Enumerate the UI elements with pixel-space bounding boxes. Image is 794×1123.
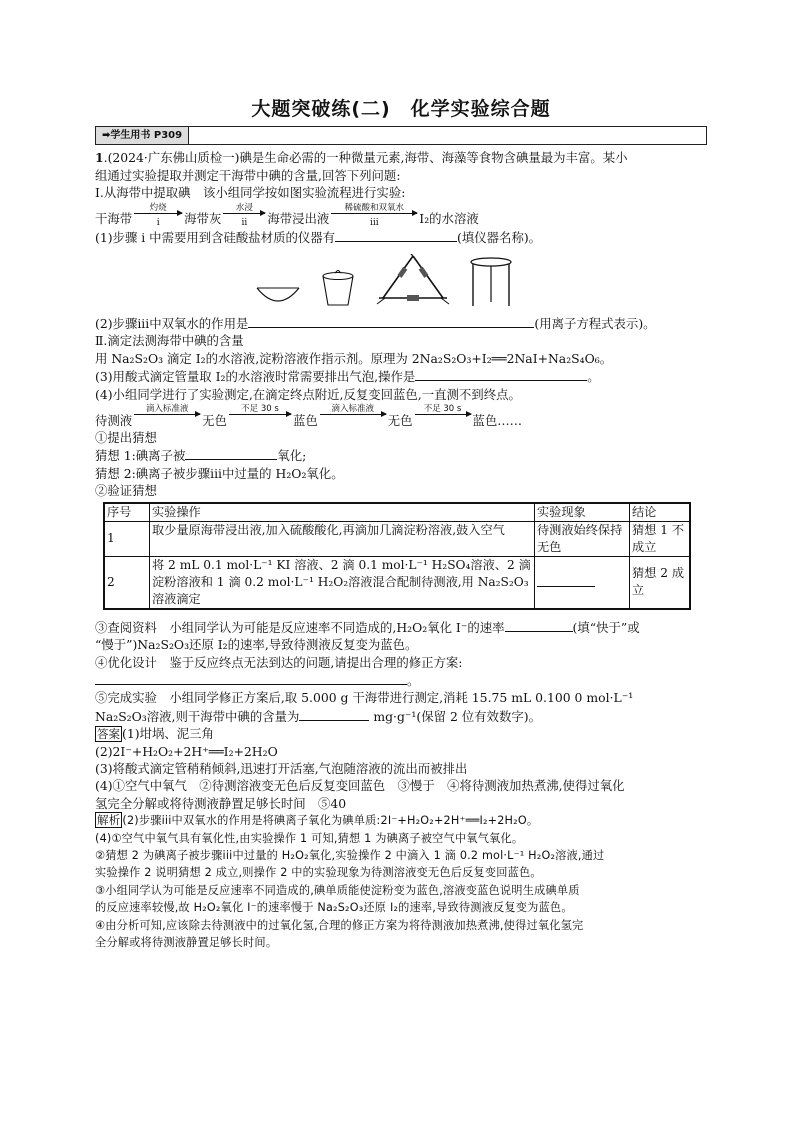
flow-node: 海带灰 [184, 211, 222, 227]
q1-tail: (填仪器名称)。 [457, 229, 542, 245]
q3-text: (3)用酸式滴定管量取 I₂的水溶液时常需要排出气泡,操作是 [95, 369, 416, 385]
flow-arrow-label: 滴入标准液 [145, 404, 189, 415]
question-intro-1 [95, 149, 707, 166]
question-number: 1 [95, 150, 104, 166]
page-title: 大题突破练(二) 化学实验综合题 [251, 98, 551, 120]
guess-1-text: 猜想 1:碘离子被 [95, 448, 186, 464]
q3-tail: 。 [587, 369, 600, 385]
arrow-line [223, 213, 265, 214]
table-header: 实验现象 [535, 503, 630, 522]
analysis-line-1 [95, 812, 707, 829]
answer-line-1 [95, 725, 707, 742]
flow-node: 海带浸出液 [267, 211, 330, 227]
titration-flowchart [95, 404, 707, 429]
guess-1-tail: 氧化; [277, 448, 307, 464]
flow-node: 无色 [202, 412, 227, 428]
guess-2: 猜想 2:碘离子被步骤iii中过量的 H₂O₂氧化。 [95, 465, 344, 481]
answer-blank[interactable] [95, 671, 407, 685]
flow-arrow [415, 404, 471, 429]
question-2 [95, 314, 707, 332]
answer-line-4: (4)①空气中氧气 ②待测溶液变无色后反复变回蓝色 ③慢于 ④将待测液加热煮沸,使得过氧化 [95, 778, 625, 794]
row-conclusion: 猜想 1 不成立 [630, 521, 691, 556]
flow-arrow-label: 不足 30 s [241, 404, 279, 415]
optimize-blank-line: 。 [95, 671, 707, 689]
row-phenomenon: 待测液始终保持无色 [535, 521, 630, 556]
question-calc: ⑤完成实验 小组同学修正方案后,取 5.000 g 干海带进行测定,消耗 15.75 mL 0.100 0 mol·L⁻¹ [95, 690, 634, 706]
answer-blank[interactable] [335, 228, 457, 242]
answer-text: (1)坩埚、泥三角 [122, 726, 214, 742]
analysis-line-5: ③小组同学认为可能是反应速率不同造成的,碘单质能使淀粉变为蓝色,溶液变蓝色说明生成碘单质 [95, 883, 580, 897]
calc-tail: mg·g⁻¹(保留 2 位有效数字)。 [369, 708, 541, 724]
flow-arrow-label: 灼烧 [149, 202, 167, 213]
arrow-line [229, 414, 291, 415]
flow-node: 蓝色…… [472, 412, 523, 428]
answer-line-3: (3)将酸式滴定管稍稍倾斜,迅速打开活塞,气泡随溶液的流出而被排出 [95, 760, 468, 776]
answer-blank[interactable] [415, 367, 587, 381]
table-header-row [104, 503, 690, 522]
book-page-label: 学生用书 P309 [110, 130, 183, 142]
question-rate [95, 618, 707, 636]
flow-arrow-label: 稀硫酸和双氧水 [344, 202, 405, 213]
flow-step-label: iii [369, 217, 379, 228]
question-4: (4)小组同学进行了实验测定,在滴定终点附近,反复变回蓝色,一直测不到终点。 [95, 386, 521, 402]
titration-principle: 用 Na₂S₂O₃ 滴定 I₂的水溶液,淀粉溶液作指示剂。原理为 2Na₂S₂O₃+I₂══2NaI+Na₂S₄O₆。 [95, 350, 613, 366]
row-phenomenon-cell [535, 556, 630, 609]
flow-arrow-label: 水浸 [235, 202, 253, 213]
row-conclusion: 猜想 2 成立 [630, 556, 691, 609]
q2-text: (2)步骤iii中双氧水的作用是 [95, 316, 249, 332]
guess-1 [95, 446, 707, 464]
answer-label: 答案 [97, 727, 120, 742]
flow-arrow-label: 滴入标准液 [331, 404, 374, 415]
q2-tail: (用离子方程式表示)。 [534, 316, 656, 332]
question-1 [95, 228, 707, 246]
flow-arrow [223, 203, 265, 228]
arrow-line [134, 414, 200, 415]
arrow-line [134, 213, 182, 214]
extraction-flowchart [95, 203, 707, 228]
arrow-line [415, 414, 471, 415]
table-header: 序号 [104, 503, 150, 522]
section-tag-bar [95, 126, 707, 145]
analysis-line-6: 的反应速率较慢,故 H₂O₂氧化 I⁻的速率慢于 Na₂S₂O₃还原 I₂的速率,导致待测液反复变为蓝色。 [95, 901, 573, 915]
table-header: 实验操作 [150, 503, 535, 522]
answer-blank[interactable] [299, 707, 369, 721]
flow-node: 干海带 [95, 211, 133, 227]
flow-arrow [134, 203, 182, 228]
flow-arrow [134, 404, 200, 429]
analysis-label: 解析 [97, 813, 121, 828]
answer-line-2: (2)2I⁻+H₂O₂+2H⁺══I₂+2H₂O [95, 743, 278, 759]
question-intro-2: 组通过实验提取并测定干海带中碘的含量,回答下列问题: [95, 167, 401, 183]
clay-triangle-icon [375, 254, 451, 308]
row-number: 1 [104, 521, 150, 556]
table-header: 结论 [630, 503, 691, 522]
arrow-line [320, 414, 386, 415]
flow-arrow [320, 404, 386, 429]
worksheet-page [95, 95, 707, 951]
row-number: 2 [104, 556, 150, 609]
q1-text: (1)步骤 i 中需要用到含硅酸盐材质的仪器有 [95, 229, 336, 245]
row-operation: 将 2 mL 0.1 mol·L⁻¹ KI 溶液、2 滴 0.1 mol·L⁻¹ H₂SO₄溶液、2 滴淀粉溶液和 1 滴 0.2 mol·L⁻¹ H₂O₂溶液混合配制待测液,用 Na₂S₂O₃溶液滴定 [150, 556, 535, 609]
arrow-line [331, 213, 417, 214]
analysis-text: (2)步骤iii中双氧水的作用是将碘离子氧化为碘单质:2I⁻+H₂O₂+2H⁺══I₂+2H₂O。 [122, 814, 539, 828]
question-calc-2 [95, 707, 707, 725]
table-row [104, 521, 690, 556]
row-operation: 取少量原海带浸出液,加入硫酸酸化,再滴加几滴淀粉溶液,鼓入空气 [150, 521, 535, 556]
tripod-stand-icon [469, 256, 513, 308]
flow-arrow [331, 203, 417, 228]
answer-blank[interactable] [185, 446, 277, 460]
flow-arrow-label: 不足 30 s [423, 404, 462, 415]
analysis-line-4: 实验操作 2 说明猜想 2 成立,则操作 2 中的实验现象为待测溶液变无色后反复变回蓝色。 [95, 866, 542, 880]
flow-node: 无色 [387, 412, 413, 428]
flow-step-label: ii [241, 217, 248, 228]
analysis-line-2: (4)①空气中氧气具有氧化性,由实验操作 1 可知,猜想 1 为碘离子被空气中氧气氧化。 [95, 831, 524, 845]
question-3 [95, 367, 707, 385]
intro-line: .(2024·广东佛山质检一)碘是生命必需的一种微量元素,海带、海藻等食物含碘量最为丰富。某小 [103, 150, 628, 166]
question-optimize: ④优化设计 鉴于反应终点无法到达的问题,请提出合理的修正方案: [95, 654, 463, 670]
book-page-tag [96, 127, 189, 144]
crucible-icon [319, 270, 357, 308]
flow-arrow [229, 404, 291, 429]
guess-heading: ①提出猜想 [95, 430, 157, 446]
lab-equipment-figure [255, 252, 707, 308]
answer-blank[interactable] [248, 314, 534, 328]
rate-tail: (填“快于”或 [572, 619, 640, 635]
analysis-line-8: 全分解或将待测液静置足够长时间。 [95, 936, 278, 949]
flow-node: I₂的水溶液 [419, 211, 479, 227]
calc-text: Na₂S₂O₃溶液,则干海带中碘的含量为 [95, 708, 300, 724]
section-1-heading: Ⅰ.从海带中提取碘 该小组同学按如图实验流程进行实验: [95, 185, 406, 201]
verify-heading: ②验证猜想 [95, 483, 157, 499]
flow-node: 待测液 [95, 412, 133, 428]
answer-blank[interactable] [505, 618, 573, 632]
experiment-table [103, 502, 691, 610]
flow-step-label: i [156, 217, 160, 228]
arrow-right-icon: ➡ [102, 130, 111, 142]
answer-blank[interactable] [537, 573, 595, 587]
analysis-line-7: ④由分析可知,应该除去待测液中的过氧化氢,合理的修正方案为将待测液加热煮沸,使得过氧化氢完 [95, 918, 584, 932]
question-rate-2: “慢于”)Na₂S₂O₃还原 I₂的速率,导致待测液反复变为蓝色。 [95, 637, 418, 653]
evaporating-dish-icon [255, 282, 301, 308]
table-row [104, 556, 690, 609]
section-2-heading: Ⅱ.滴定法测海带中碘的含量 [95, 333, 244, 349]
answer-line-5: 氢完全分解或将待测液静置足够长时间 ⑤40 [95, 795, 347, 811]
analysis-line-3: ②猜想 2 为碘离子被步骤iii中过量的 H₂O₂氧化,实验操作 2 中滴入 1 滴 0.2 mol·L⁻¹ H₂O₂溶液,通过 [95, 848, 605, 862]
flow-node: 蓝色 [292, 412, 318, 428]
rate-text: ③查阅资料 小组同学认为可能是反应速率不同造成的,H₂O₂氧化 I⁻的速率 [95, 619, 505, 635]
